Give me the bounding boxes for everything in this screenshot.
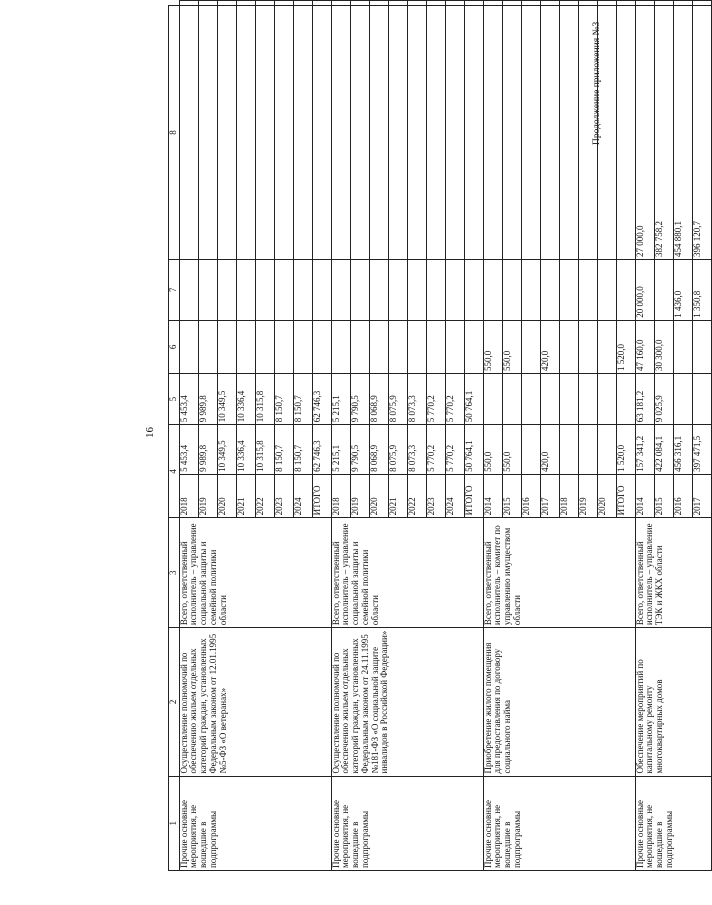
other-sources-cell: 396 120,7	[692, 6, 711, 260]
federal-budget-cell	[255, 259, 274, 320]
total-cell	[521, 425, 540, 475]
column-number: 6	[169, 320, 180, 373]
regional-budget-cell	[502, 373, 521, 424]
federal-budget-cell	[578, 259, 597, 320]
federal-budget-cell	[521, 259, 540, 320]
regional-budget-cell	[483, 373, 502, 424]
other-sources-cell	[578, 6, 597, 260]
total-cell: 10 315,8	[255, 425, 274, 475]
table-row	[635, 1, 654, 871]
regional-budget-cell: 5 215,1	[331, 373, 350, 424]
year-cell: 2024	[293, 474, 312, 518]
other-sources-cell	[502, 6, 521, 260]
empty-margin-cell	[540, 1, 559, 6]
other-sources-cell	[198, 6, 217, 260]
federal-budget-cell	[445, 259, 464, 320]
empty-margin-cell	[654, 1, 673, 6]
regional-budget-cell: 63 181,2	[635, 373, 654, 424]
other-sources-cell	[597, 6, 616, 260]
column-number: 8	[169, 6, 180, 260]
table-body	[179, 1, 711, 871]
federal-budget-cell	[312, 259, 331, 320]
federal-budget-cell	[179, 259, 198, 320]
empty-margin-cell	[692, 1, 711, 6]
regional-budget-cell: 8 150,7	[274, 373, 293, 424]
total-cell: 9 989,8	[198, 425, 217, 475]
year-cell: 2015	[654, 474, 673, 518]
municipal-budget-cell	[407, 320, 426, 373]
year-cell: 2014	[635, 474, 654, 518]
empty-margin-cell	[179, 1, 198, 6]
empty-margin-cell	[198, 1, 217, 6]
other-sources-cell	[179, 6, 198, 260]
regional-budget-cell	[540, 373, 559, 424]
total-cell: 420,0	[540, 425, 559, 475]
regional-budget-cell: 62 746,3	[312, 373, 331, 424]
measure-cell: Осуществление полномочий по обеспечению жильем отдельных категорий граждан, установленных Федеральным законом от 12.01.1995 №5-ФЗ «О ветеранах»	[179, 628, 331, 776]
other-sources-cell	[312, 6, 331, 260]
empty-margin-cell	[616, 1, 635, 6]
empty-margin-cell	[673, 1, 692, 6]
municipal-budget-cell: 47 160,0	[635, 320, 654, 373]
year-cell: 2017	[540, 474, 559, 518]
regional-budget-cell: 9 025,9	[654, 373, 673, 424]
federal-budget-cell	[464, 259, 483, 320]
year-cell: 2019	[350, 474, 369, 518]
year-cell: ИТОГО	[464, 474, 483, 518]
municipal-budget-cell	[217, 320, 236, 373]
federal-budget-cell	[293, 259, 312, 320]
table-row	[483, 1, 502, 871]
federal-budget-cell	[483, 259, 502, 320]
total-cell: 10 349,5	[217, 425, 236, 475]
federal-budget-cell	[540, 259, 559, 320]
year-cell: 2023	[274, 474, 293, 518]
regional-budget-cell: 8 075,9	[388, 373, 407, 424]
column-number: 4	[169, 425, 180, 518]
municipal-budget-cell	[331, 320, 350, 373]
year-cell: 2020	[597, 474, 616, 518]
other-sources-cell	[255, 6, 274, 260]
total-cell: 9 790,5	[350, 425, 369, 475]
empty-margin-cell	[521, 1, 540, 6]
municipal-budget-cell	[597, 320, 616, 373]
federal-budget-cell: 1 350,8	[692, 259, 711, 320]
federal-budget-cell	[426, 259, 445, 320]
municipal-budget-cell	[274, 320, 293, 373]
regional-budget-cell: 8 068,9	[369, 373, 388, 424]
regional-budget-cell: 10 315,8	[255, 373, 274, 424]
year-cell: 2023	[426, 474, 445, 518]
empty-margin-cell	[559, 1, 578, 6]
other-sources-cell	[483, 6, 502, 260]
empty-margin-cell	[464, 1, 483, 6]
empty-margin-cell	[445, 1, 464, 6]
empty-margin-cell	[426, 1, 445, 6]
other-sources-cell	[274, 6, 293, 260]
empty-margin-cell	[597, 1, 616, 6]
total-cell: 8 150,7	[293, 425, 312, 475]
column-number: 1	[169, 776, 180, 870]
municipal-budget-cell	[559, 320, 578, 373]
year-cell: 2018	[179, 474, 198, 518]
federal-budget-cell: 1 436,0	[673, 259, 692, 320]
year-cell: 2018	[331, 474, 350, 518]
column-number: 2	[169, 628, 180, 776]
measure-cell: Обеспечение мероприятий по капитальному ремонту многоквартирных домов	[635, 628, 711, 776]
federal-budget-cell	[597, 259, 616, 320]
municipal-budget-cell: 1 520,0	[616, 320, 635, 373]
regional-budget-cell: 10 349,5	[217, 373, 236, 424]
measure-cell: Осуществление полномочий по обеспечению жильем отдельных категорий граждан, установленных Федеральным законом от 24.11.1995 №181-ФЗ «О социальной защите инвалидов в Российской Федерации»	[331, 628, 483, 776]
page-number: 16	[144, 427, 156, 438]
year-cell: 2020	[217, 474, 236, 518]
municipal-budget-cell	[369, 320, 388, 373]
category-cell: Прочие основные мероприятия, не вошедшие в подпрограммы	[483, 776, 635, 870]
empty-margin-cell	[312, 1, 331, 6]
regional-budget-cell: 5 453,4	[179, 373, 198, 424]
year-cell: 2017	[692, 474, 711, 518]
regional-budget-cell: 50 764,1	[464, 373, 483, 424]
year-cell: 2024	[445, 474, 464, 518]
empty-margin-cell	[407, 1, 426, 6]
year-cell: 2015	[502, 474, 521, 518]
other-sources-cell	[464, 6, 483, 260]
municipal-budget-cell	[388, 320, 407, 373]
table-row	[179, 1, 198, 871]
municipal-budget-cell	[198, 320, 217, 373]
municipal-budget-cell	[426, 320, 445, 373]
regional-budget-cell: 10 336,4	[236, 373, 255, 424]
federal-budget-cell	[616, 259, 635, 320]
measure-cell: Приобретение жилого помещения для предоставления по договору социального найма	[483, 628, 635, 776]
year-cell: 2014	[483, 474, 502, 518]
empty-margin-cell	[236, 1, 255, 6]
category-cell: Прочие основные мероприятия, не вошедшие в подпрограммы	[331, 776, 483, 870]
total-cell: 5 770,2	[426, 425, 445, 475]
federal-budget-cell	[331, 259, 350, 320]
regional-budget-cell: 8 073,3	[407, 373, 426, 424]
other-sources-cell	[293, 6, 312, 260]
regional-budget-cell: 5 770,2	[445, 373, 464, 424]
empty-margin-cell	[578, 1, 597, 6]
column-number: 5	[169, 373, 180, 424]
empty-margin-cell	[350, 1, 369, 6]
column-number: 3	[169, 518, 180, 628]
regional-budget-cell	[673, 373, 692, 424]
federal-budget-cell	[369, 259, 388, 320]
municipal-budget-cell	[350, 320, 369, 373]
municipal-budget-cell	[236, 320, 255, 373]
federal-budget-cell: 20 000,0	[635, 259, 654, 320]
municipal-budget-cell	[312, 320, 331, 373]
municipal-budget-cell	[445, 320, 464, 373]
category-cell: Прочие основные мероприятия, не вошедшие в подпрограммы	[635, 776, 711, 870]
federal-budget-cell	[350, 259, 369, 320]
other-sources-cell	[407, 6, 426, 260]
regional-budget-cell	[559, 373, 578, 424]
other-sources-cell	[236, 6, 255, 260]
municipal-budget-cell	[293, 320, 312, 373]
continuation-label: Продолжение приложения №3	[592, 21, 602, 145]
other-sources-cell: 382 758,2	[654, 6, 673, 260]
empty-margin-cell	[502, 1, 521, 6]
other-sources-cell	[388, 6, 407, 260]
category-cell: Прочие основные мероприятия, не вошедшие в подпрограммы	[179, 776, 331, 870]
regional-budget-cell: 9 989,8	[198, 373, 217, 424]
year-cell: 2021	[236, 474, 255, 518]
column-number: 7	[169, 259, 180, 320]
total-cell: 8 150,7	[274, 425, 293, 475]
empty-margin-cell	[217, 1, 236, 6]
other-sources-cell: 27 000,0	[635, 6, 654, 260]
municipal-budget-cell: 550,0	[483, 320, 502, 373]
municipal-budget-cell: 30 300,0	[654, 320, 673, 373]
total-cell	[597, 425, 616, 475]
executor-cell: Всего, ответственный исполнитель – управление социальной защиты и семейной политики области	[331, 518, 483, 628]
federal-budget-cell	[236, 259, 255, 320]
regional-budget-cell	[521, 373, 540, 424]
total-cell: 456 316,1	[673, 425, 692, 475]
regional-budget-cell: 5 770,2	[426, 373, 445, 424]
year-cell: 2021	[388, 474, 407, 518]
regional-budget-cell	[692, 373, 711, 424]
other-sources-cell	[426, 6, 445, 260]
municipal-budget-cell	[578, 320, 597, 373]
year-cell: 2019	[198, 474, 217, 518]
year-cell: 2022	[255, 474, 274, 518]
year-cell: 2019	[578, 474, 597, 518]
empty-margin-cell	[255, 1, 274, 6]
empty-margin-cell	[293, 1, 312, 6]
year-cell: ИТОГО	[312, 474, 331, 518]
regional-budget-cell: 8 150,7	[293, 373, 312, 424]
federal-budget-cell	[502, 259, 521, 320]
federal-budget-cell	[654, 259, 673, 320]
total-cell: 8 075,9	[388, 425, 407, 475]
empty-margin-cell	[483, 1, 502, 6]
table-row	[331, 1, 350, 871]
empty-margin-cell	[369, 1, 388, 6]
other-sources-cell	[616, 6, 635, 260]
column-number-row	[169, 1, 180, 871]
empty-margin-cell	[388, 1, 407, 6]
municipal-budget-cell	[521, 320, 540, 373]
other-sources-cell	[540, 6, 559, 260]
total-cell: 1 520,0	[616, 425, 635, 475]
empty-margin-cell	[331, 1, 350, 6]
total-cell: 10 336,4	[236, 425, 255, 475]
municipal-budget-cell	[464, 320, 483, 373]
year-cell: 2016	[673, 474, 692, 518]
other-sources-cell	[445, 6, 464, 260]
federal-budget-cell	[274, 259, 293, 320]
other-sources-cell	[559, 6, 578, 260]
total-cell: 62 746,3	[312, 425, 331, 475]
municipal-budget-cell: 420,0	[540, 320, 559, 373]
year-cell: 2020	[369, 474, 388, 518]
year-cell: 2016	[521, 474, 540, 518]
municipal-budget-cell	[692, 320, 711, 373]
total-cell: 5 215,1	[331, 425, 350, 475]
total-cell: 397 471,5	[692, 425, 711, 475]
total-cell: 157 341,2	[635, 425, 654, 475]
municipal-budget-cell	[673, 320, 692, 373]
year-cell: ИТОГО	[616, 474, 635, 518]
other-sources-cell	[521, 6, 540, 260]
executor-cell: Всего, ответственный исполнитель – управление ТЭК и ЖКХ области	[635, 518, 711, 628]
other-sources-cell	[350, 6, 369, 260]
total-cell: 8 068,9	[369, 425, 388, 475]
total-cell: 550,0	[502, 425, 521, 475]
regional-budget-cell	[597, 373, 616, 424]
regional-budget-cell	[616, 373, 635, 424]
federal-budget-cell	[388, 259, 407, 320]
total-cell	[559, 425, 578, 475]
total-cell: 5 770,2	[445, 425, 464, 475]
program-table	[168, 0, 712, 871]
year-cell: 2022	[407, 474, 426, 518]
empty-margin-cell	[274, 1, 293, 6]
federal-budget-cell	[198, 259, 217, 320]
regional-budget-cell: 9 790,5	[350, 373, 369, 424]
federal-budget-cell	[407, 259, 426, 320]
executor-cell: Всего, ответственный исполнитель – комитет по управлению имуществом области	[483, 518, 635, 628]
municipal-budget-cell: 550,0	[502, 320, 521, 373]
federal-budget-cell	[559, 259, 578, 320]
other-sources-cell	[217, 6, 236, 260]
executor-cell: Всего, ответственный исполнитель – управление социальной защиты и семейной политики области	[179, 518, 331, 628]
municipal-budget-cell	[179, 320, 198, 373]
total-cell: 5 453,4	[179, 425, 198, 475]
total-cell: 422 084,1	[654, 425, 673, 475]
year-cell: 2018	[559, 474, 578, 518]
other-sources-cell: 454 880,1	[673, 6, 692, 260]
total-cell: 50 764,1	[464, 425, 483, 475]
total-cell	[578, 425, 597, 475]
total-cell: 8 073,3	[407, 425, 426, 475]
other-sources-cell	[369, 6, 388, 260]
municipal-budget-cell	[255, 320, 274, 373]
federal-budget-cell	[217, 259, 236, 320]
other-sources-cell	[331, 6, 350, 260]
total-cell: 550,0	[483, 425, 502, 475]
empty-margin-cell	[635, 1, 654, 6]
regional-budget-cell	[578, 373, 597, 424]
